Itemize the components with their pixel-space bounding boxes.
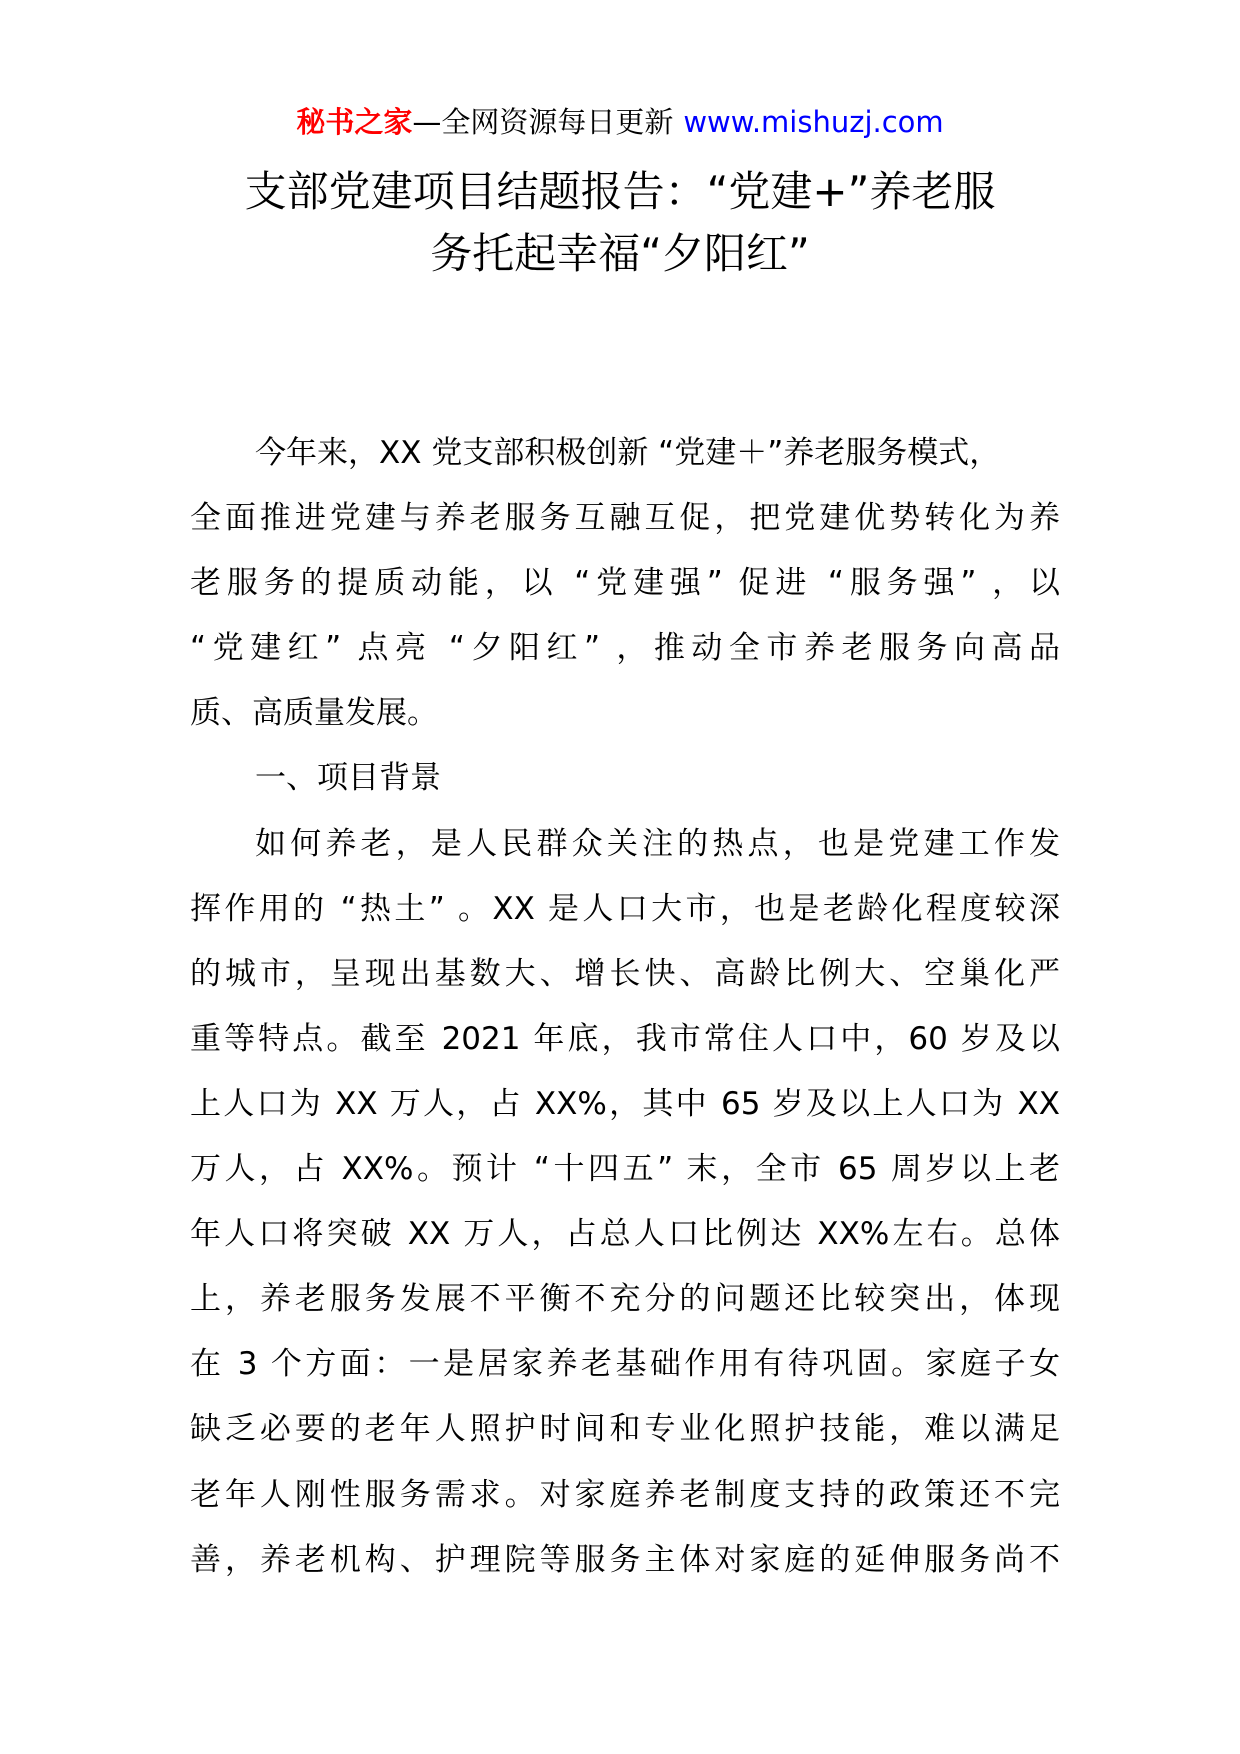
paragraph-line: 善，养老机构、护理院等服务主体对家庭的延伸服务尚不 xyxy=(190,1541,1060,1578)
paragraph-line: 的城市，呈现出基数大、增长快、高龄比例大、空巢化严 xyxy=(190,955,1060,992)
paragraph-line: “党建红” 点亮 “夕阳红” ，推动全市养老服务向高品 xyxy=(190,630,1060,667)
paragraph-line: 上人口为 XX 万人，占 XX%，其中 65 岁及以上人口为 XX xyxy=(190,1085,1060,1122)
paragraph-line: 质、高质量发展。 xyxy=(190,695,438,732)
paragraph-line: 上，养老服务发展不平衡不充分的问题还比较突出，体现 xyxy=(190,1281,1060,1318)
brand-name: 秘书之家 xyxy=(296,105,413,139)
paragraph-line: 全面推进党建与养老服务互融互促，把党建优势转化为养 xyxy=(190,500,1060,537)
site-url-link[interactable]: www.mishuzj.com xyxy=(683,105,944,139)
paragraph-line: 老服务的提质动能，以 “党建强” 促进 “服务强” ，以 xyxy=(190,565,1060,602)
paragraph-line: 如何养老，是人民群众关注的热点，也是党建工作发 xyxy=(255,825,1060,862)
site-header xyxy=(0,100,1240,144)
paragraph-line: 挥作用的 “热土” 。XX 是人口大市，也是老龄化程度较深 xyxy=(190,890,1060,927)
section-heading: 一、项目背景 xyxy=(255,760,441,797)
paragraph-line: 年人口将突破 XX 万人，占总人口比例达 XX%左右。总体 xyxy=(190,1216,1060,1253)
document-title xyxy=(150,161,1090,285)
title-line-2: 务托起幸福“夕阳红” xyxy=(430,229,810,278)
header-tagline: —全网资源每日更新 xyxy=(412,105,674,139)
paragraph-line: 缺乏必要的老年人照护时间和专业化照护技能，难以满足 xyxy=(190,1411,1060,1448)
paragraph-line: 今年来，XX 党支部积极创新 “党建＋”养老服务模式， xyxy=(255,435,1001,471)
paragraph-line: 重等特点。截至 2021 年底，我市常住人口中，60 岁及以 xyxy=(190,1020,1060,1057)
title-line-1: 支部党建项目结题报告：“党建+”养老服 xyxy=(244,167,996,216)
paragraph-line: 在 3 个方面：一是居家养老基础作用有待巩固。家庭子女 xyxy=(190,1346,1060,1383)
paragraph-line: 老年人刚性服务需求。对家庭养老制度支持的政策还不完 xyxy=(190,1476,1060,1513)
document-body xyxy=(190,421,1060,1593)
paragraph-line: 万人，占 XX%。预计 “十四五” 末，全市 65 周岁以上老 xyxy=(190,1151,1060,1188)
